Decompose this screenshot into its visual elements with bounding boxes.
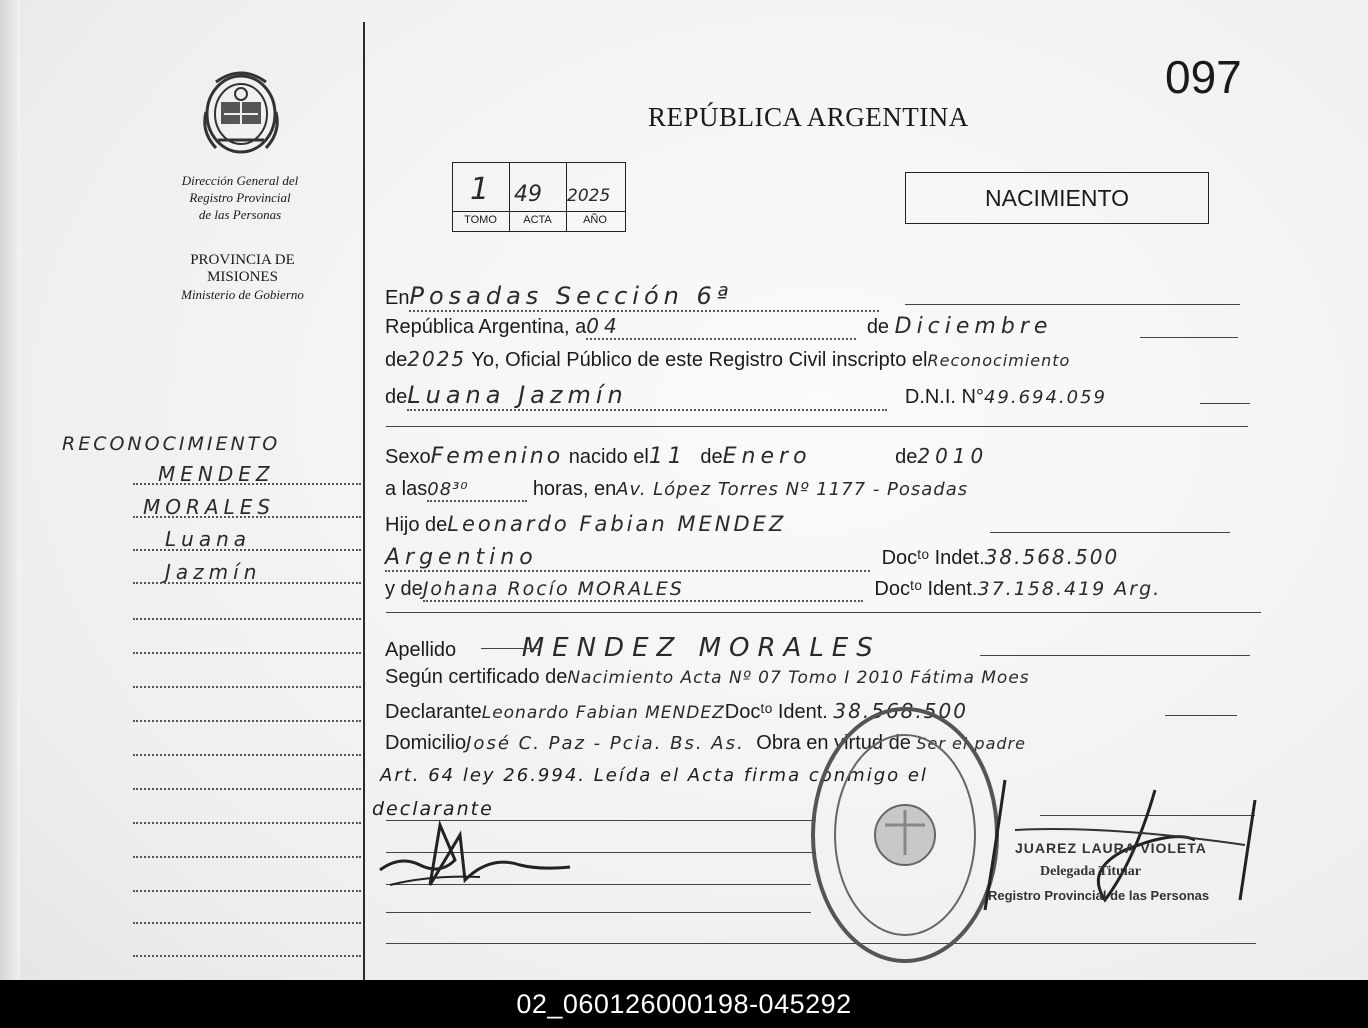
doc-indet-label: Docᵗᵒ Indet. [881, 547, 985, 569]
margin-dotted-line [133, 618, 361, 620]
form-line-inscription [385, 347, 1070, 372]
margin-dotted-line [133, 720, 361, 722]
registry-box [452, 162, 626, 232]
ministry-name: Ministerio de Gobierno [181, 287, 304, 302]
margin-dotted-line [133, 549, 361, 551]
domicilio-label: Domicilio [385, 732, 467, 754]
birth-time-value: 08³⁰ [427, 479, 527, 502]
form-line-father-doc [385, 545, 1119, 572]
margin-annotation-line: MORALES [143, 495, 276, 519]
place-value: Posadas Sección 6ª [409, 282, 879, 312]
issuing-organization [150, 172, 330, 223]
official-organization: Registro Provincial de las Personas [988, 888, 1210, 903]
dni-label: D.N.I. N° [904, 386, 984, 408]
margin-dotted-line [133, 890, 361, 892]
margin-dotted-line [133, 955, 361, 957]
margin-dotted-line [133, 483, 361, 485]
obra-label: Obra en virtud de [756, 732, 911, 754]
declarant-name-value: Leonardo Fabian MENDEZ [481, 703, 725, 723]
province-block [150, 252, 335, 303]
form-line-mother [385, 578, 1161, 602]
birth-year-value: 2010 [917, 444, 989, 468]
month-value: Diciembre [894, 314, 1053, 339]
mother-doc-value: 37.158.419 Arg. [977, 578, 1162, 600]
margin-dotted-line [133, 856, 361, 858]
declarante-label: Declarante [385, 701, 482, 723]
father-nationality-value: Argentino [385, 545, 870, 572]
act-type-box: NACIMIENTO [905, 172, 1209, 224]
acta-value: 49 [514, 182, 542, 207]
margin-annotation-title: RECONOCIMIENTO [62, 433, 281, 455]
tomo-value: 1 [470, 172, 490, 207]
acta-label: ACTA [523, 214, 552, 226]
domicile-value: José C. Paz - Pcia. Bs. As. [466, 733, 745, 754]
margin-dotted-line [133, 822, 361, 824]
yde-label: y de [385, 578, 423, 600]
province-line: MISIONES [207, 269, 278, 285]
de2-label: de [385, 349, 408, 371]
form-line-obra-end: declarante [372, 798, 494, 820]
republica-label: República Argentina, a [385, 316, 587, 338]
child-name-value: Luana Jazmín [407, 381, 887, 411]
margin-dotted-line [133, 686, 361, 688]
margin-dotted-line [133, 922, 361, 924]
province-line: PROVINCIA DE [190, 252, 295, 268]
father-name-value: Leonardo Fabian MENDEZ [447, 512, 787, 536]
tomo-label: TOMO [464, 214, 497, 226]
org-line: Registro Provincial [189, 190, 291, 205]
declarant-doc-label: Docᵗᵒ Ident. [724, 701, 828, 723]
sheet-number: 097 [1165, 51, 1242, 103]
official-name: JUAREZ LAURA VIOLETA [1015, 840, 1207, 856]
form-line-obra-continued: Art. 64 ley 26.994. Leída el Acta firma conmigo el [380, 765, 928, 786]
horas-label: horas, en [532, 478, 617, 500]
de3-label: de [385, 386, 408, 408]
org-line: Dirección General del [181, 173, 299, 188]
form-line-name [385, 381, 1107, 411]
declarant-signature-icon [370, 815, 590, 895]
yo-text: Yo, Oficial Público de este Registro Civil inscripto el [471, 349, 928, 371]
margin-dotted-line [133, 652, 361, 654]
anio-label: AÑO [583, 214, 607, 226]
margin-annotation-line: MENDEZ [158, 462, 275, 486]
margin-dotted-line [133, 754, 361, 756]
barcode-caption: 02_060126000198-045292 [0, 980, 1368, 1028]
margin-dotted-line [133, 788, 361, 790]
certificate-value: Nacimiento Acta Nº 07 Tomo I 2010 Fátima Moes [567, 668, 1030, 688]
margin-dotted-line [133, 582, 361, 584]
surname-value: MENDEZ MORALES [521, 633, 881, 663]
de4-label: de [700, 446, 723, 468]
birth-day-value: 11 [648, 444, 687, 469]
day-value: 04 [586, 314, 856, 340]
anio-value: 2025 [567, 186, 611, 206]
birth-place-value: Av. López Torres Nº 1177 - Posadas [616, 479, 969, 500]
dni-value: 49.694.059 [983, 387, 1107, 408]
inscription-type-value: Reconocimiento [927, 351, 1071, 370]
father-doc-value: 38.568.500 [984, 545, 1120, 569]
form-line-time-place [385, 478, 968, 502]
page-shadow-edge [0, 0, 20, 980]
province-coat-of-arms-icon [196, 62, 286, 158]
de-label: de [866, 316, 890, 338]
declarant-doc-value: 38.568.500 [833, 699, 968, 723]
margin-annotation-line: Jazmín [165, 560, 262, 584]
sexo-label: Sexo [385, 446, 431, 468]
margin-annotation-line: Luana [165, 527, 252, 551]
obra-value: Ser el padre [916, 734, 1026, 753]
alas-label: a las [385, 478, 428, 500]
form-line-father [385, 512, 786, 537]
hijo-label: Hijo de [385, 514, 448, 536]
org-line: de las Personas [198, 207, 282, 222]
en-label: En [385, 287, 410, 309]
apellido-label: Apellido [385, 639, 457, 661]
form-line-certificate [385, 666, 1030, 689]
form-line-surname [385, 633, 881, 663]
de5-label: de [895, 446, 918, 468]
form-line-date [385, 314, 1052, 340]
sex-value: Femenino [430, 444, 564, 469]
official-role: Delegada Titular [1040, 864, 1141, 879]
segun-label: Según certificado de [385, 666, 568, 688]
year-value: 2025 [407, 347, 467, 371]
mother-name-value: Johana Rocío MORALES [423, 578, 863, 602]
doc-ident-label: Docᵗᵒ Ident. [874, 578, 978, 600]
country-title: REPÚBLICA ARGENTINA [648, 102, 969, 132]
form-line-place [385, 282, 879, 312]
birth-month-value: Enero [722, 444, 812, 469]
nacido-label: nacido el [568, 446, 649, 468]
margin-divider [363, 22, 365, 980]
form-line-sex-birth [385, 444, 988, 469]
margin-dotted-line [133, 516, 361, 518]
